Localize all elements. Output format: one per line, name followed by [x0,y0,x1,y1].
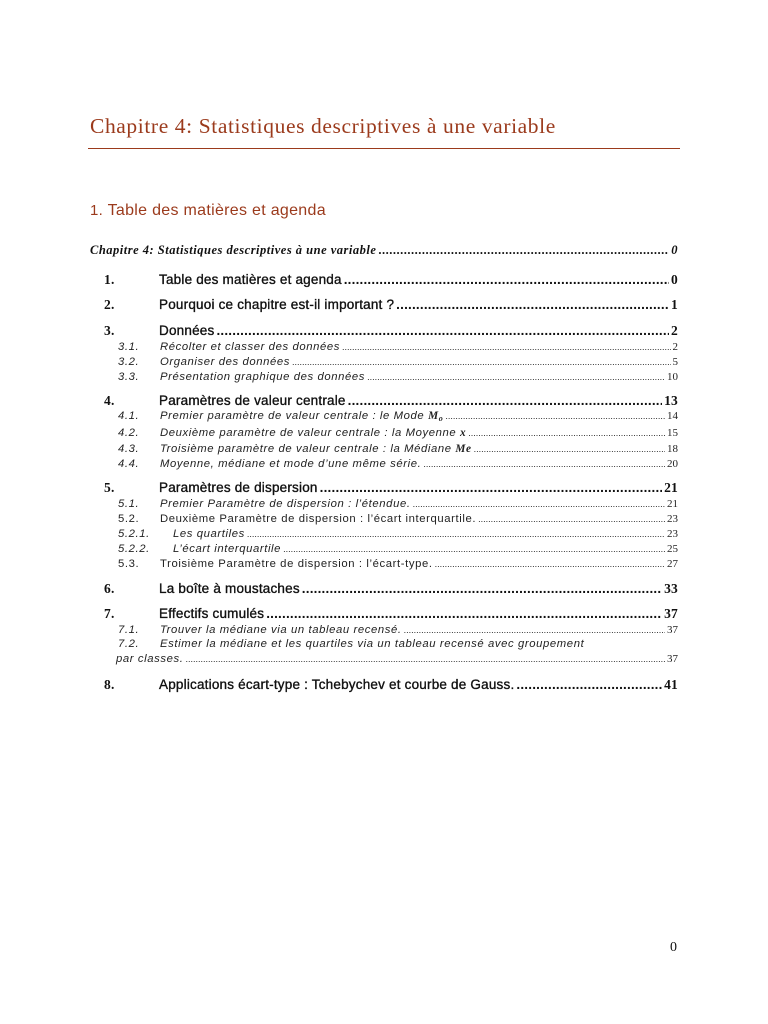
toc-leader-dots [348,393,662,408]
toc-entry-number: 7.2. [118,638,140,650]
toc-entry-title: Troisième Paramètre de dispersion : l’écart-type. [160,558,433,570]
toc-entry-page: 41 [664,677,678,692]
toc-subsubentry[interactable] [90,543,678,555]
toc-leader-dots [396,297,669,312]
toc-entry-number: 8. [104,677,115,692]
toc-entry-title [160,410,443,423]
toc-entry-page: 1 [671,297,678,312]
toc-entry-title: Moyenne, médiane et mode d’une même série. [160,458,422,470]
chapter-title: Chapitre 4: Statistiques descriptives à une variable [90,114,556,138]
toc-entry-number: 5.2.2. [118,543,150,555]
toc-entry-text: Premier paramètre de valeur centrale : le Mode [160,410,429,422]
toc-entry-page: 0 [671,272,678,287]
toc-entry-page: 37 [667,624,678,636]
toc-entry-title [160,443,472,455]
toc-entry-title: Table des matières et agenda [159,272,342,287]
median-symbol: Me [455,443,472,455]
toc-leader-dots [320,480,662,495]
toc-entry-title: Estimer la médiane et les quartiles via un tableau recensé avec groupement [160,638,585,650]
toc-entry[interactable] [90,677,678,693]
toc-subentry[interactable] [90,371,678,383]
toc-entry-page: 37 [664,606,678,621]
toc-subentry[interactable] [90,513,678,525]
toc-entry-number: 4.2. [118,427,140,439]
toc-subentry-continuation[interactable] [90,653,678,665]
toc-entry-number: 3. [104,323,115,338]
toc-entry[interactable] [90,393,678,409]
toc-leader-dots [404,625,665,635]
toc-entry-title: Deuxième Paramètre de dispersion : l’écart interquartile. [160,513,477,525]
toc-entry-title: Récolter et classer des données [160,341,340,353]
toc-entry-title: Pourquoi ce chapitre est-il important ? [159,297,395,312]
toc-entry[interactable] [90,480,678,496]
toc-entry-number: 4.1. [118,410,140,422]
toc-entry-number: 1. [104,272,115,287]
toc-entry-number: 5. [104,480,115,495]
toc-entry-number: 4. [104,393,115,408]
toc-entry-title: Applications écart-type : Tchebychev et courbe de Gauss. [159,677,515,692]
toc-entry-page: 14 [667,410,678,422]
toc-subentry[interactable] [90,341,678,353]
toc-entry-number: 3.1. [118,341,140,353]
toc-entry-number: 4.3. [118,443,140,455]
toc-entry-page: 21 [664,480,678,495]
toc-entry[interactable] [90,581,678,597]
toc-entry-page: 23 [667,513,678,525]
toc-subentry[interactable] [90,558,678,570]
toc-entry-page: 13 [664,393,678,408]
toc-leader-dots [516,677,662,692]
toc-entry-number: 4.4. [118,458,140,470]
toc-subsubentry[interactable] [90,528,678,540]
toc-entry-title: Les quartiles [173,528,245,540]
toc-entry-number: 6. [104,581,115,596]
page-number: 0 [670,940,677,955]
toc-leader-dots [413,499,665,509]
toc-entry-title [160,427,466,439]
toc-subentry[interactable] [90,638,678,650]
toc-entry-title: Chapitre 4: Statistiques descriptives à une variable [90,243,377,257]
toc-leader-dots [435,559,665,569]
toc-leader-dots [478,514,665,524]
toc-entry-page: 2 [671,323,678,338]
toc-entry-title: Présentation graphique des données [160,371,366,383]
toc-entry-page: 37 [667,653,678,665]
toc-subentry[interactable] [90,458,678,470]
toc-entry-title: Effectifs cumulés [159,606,265,621]
toc-entry-page: 27 [667,558,678,570]
toc-entry-number: 7. [104,606,115,621]
toc-entry[interactable] [90,272,678,288]
mode-symbol [428,410,443,422]
toc-entry-title: Données [159,323,215,338]
toc-entry-page: 25 [667,543,678,555]
math-subscript: o [438,414,444,423]
toc-leader-dots [474,444,665,454]
toc-subentry[interactable] [90,443,678,455]
toc-entry-number: 5.3. [118,558,140,570]
toc-entry-title: Premier Paramètre de dispersion : l’étendue. [160,498,411,510]
toc-entry-page: 23 [667,528,678,540]
toc-entry-title: Paramètres de valeur centrale [159,393,346,408]
toc-entry-text: Troisième paramètre de valeur centrale : la Médiane [160,443,456,455]
toc-entry[interactable] [90,297,678,313]
toc-entry-number: 2. [104,297,115,312]
toc-entry-number: 5.2.1. [118,528,150,540]
section-heading [90,202,326,220]
toc-entry-page: 15 [667,427,678,439]
toc-leader-dots [216,323,669,338]
toc-leader-dots [423,459,665,469]
toc-entry-page: 21 [667,498,678,510]
toc-entry[interactable] [90,606,678,622]
toc-entry-number: 7.1. [118,624,140,636]
toc-entry-title: Paramètres de dispersion [159,480,318,495]
section-heading-number: 1. [90,202,104,219]
toc-leader-dots [468,428,665,438]
toc-entry-number: 5.2. [118,513,140,525]
toc-entry-title: Trouver la médiane via un tableau recensé. [160,624,402,636]
toc-leader-dots [266,606,662,621]
toc-entry-page: 0 [671,243,678,257]
toc-entry-page: 10 [667,371,678,383]
toc-entry-title: La boîte à moustaches [159,581,300,596]
toc-entry-title: Organiser des données [160,356,291,368]
toc-leader-dots [247,529,665,539]
section-heading-text: Table des matières et agenda [107,202,326,219]
toc-subentry[interactable] [90,356,678,368]
toc-entry-page: 20 [667,458,678,470]
toc-entry-page: 33 [664,581,678,596]
toc-subentry[interactable] [90,410,678,423]
toc-entry-title: L’écart interquartile [173,543,282,555]
toc-leader-dots [344,272,669,287]
toc-entry-text: Deuxième paramètre de valeur centrale : la Moyenne [160,427,460,439]
toc-leader-dots [185,654,665,664]
toc-leader-dots [283,544,665,554]
toc-leader-dots [342,342,671,352]
toc-leader-dots [302,581,662,596]
toc-leader-dots [378,243,669,258]
toc-subentry[interactable] [90,498,678,510]
toc-entry-page: 5 [672,356,678,368]
toc-entry-number: 5.1. [118,498,140,510]
math-symbol: M [428,410,439,422]
toc-entry-page: 18 [667,443,678,455]
toc-entry[interactable] [90,323,678,339]
toc-subentry[interactable] [90,427,678,439]
toc-subentry[interactable] [90,624,678,636]
toc-leader-dots [445,411,665,421]
toc-leader-dots [367,372,665,382]
mean-symbol: x [459,427,467,439]
toc-chapter-entry[interactable] [90,243,678,258]
toc-entry-number: 3.2. [118,356,140,368]
toc-entry-title-continuation: par classes. [116,653,184,665]
toc-entry-number: 3.3. [118,371,140,383]
toc-leader-dots [292,357,670,367]
toc-entry-page: 2 [672,341,678,353]
title-divider [88,148,680,149]
